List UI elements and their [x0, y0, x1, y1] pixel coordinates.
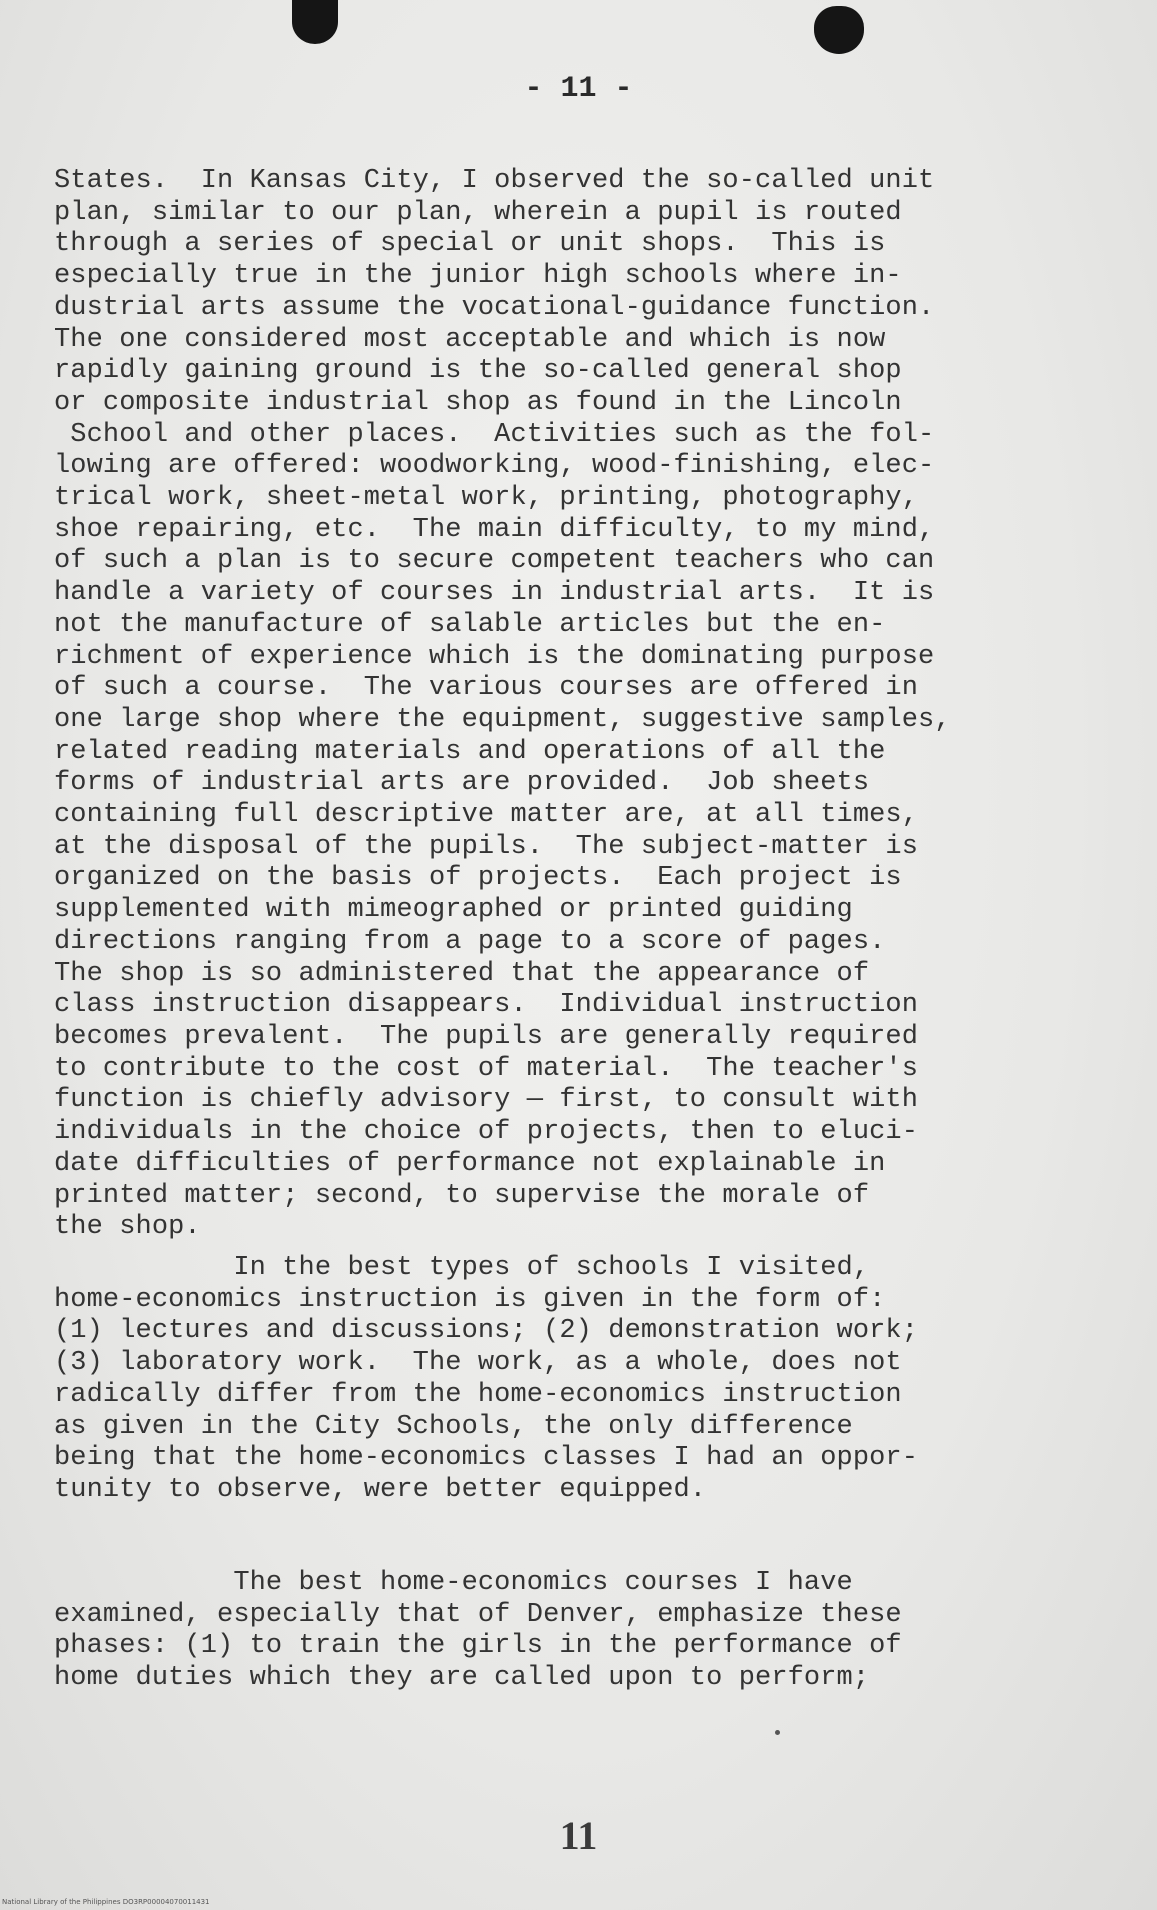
text-line: organized on the basis of projects. Each project is — [54, 863, 902, 894]
text-line: individuals in the choice of projects, then to eluci- — [54, 1117, 919, 1148]
text-line: richment of experience which is the dominating purpose — [54, 641, 935, 672]
page-number-footer: 11 — [559, 1813, 598, 1858]
text-line: one large shop where the equipment, suggestive samples, — [54, 704, 951, 735]
text-line: printed matter; second, to supervise the morale of — [54, 1180, 870, 1211]
text-line: forms of industrial arts are provided. Job sheets — [54, 768, 870, 799]
text-line: of such a plan is to secure competent teachers who can — [54, 546, 935, 577]
text-line: the shop. — [54, 1212, 201, 1243]
paragraph-home-economics-courses — [54, 1568, 902, 1695]
text-line: lowing are offered: woodworking, wood-finishing, elec- — [54, 451, 935, 482]
text-line: to contribute to the cost of material. The teacher's — [54, 1053, 919, 1084]
text-line: plan, similar to our plan, wherein a pupil is routed — [54, 197, 902, 228]
ink-speck — [775, 1730, 780, 1735]
text-line: becomes prevalent. The pupils are generally required — [54, 1021, 919, 1052]
punch-hole-right — [814, 6, 864, 54]
text-line: home duties which they are called upon to perform; — [54, 1663, 870, 1694]
text-line: containing full descriptive matter are, at all times, — [54, 800, 919, 831]
page-number-header: - 11 - — [524, 72, 633, 106]
text-line: tunity to observe, were better equipped. — [54, 1474, 707, 1505]
text-line: radically differ from the home-economics instruction — [54, 1379, 902, 1410]
text-line: trical work, sheet-metal work, printing, photography, — [54, 483, 919, 514]
text-line: The best home-economics courses I have — [54, 1568, 853, 1598]
text-line: through a series of special or unit shops. This is — [54, 229, 886, 260]
text-line: class instruction disappears. Individual instruction — [54, 990, 919, 1021]
text-line: The one considered most acceptable and which is now — [54, 324, 886, 355]
text-line: The shop is so administered that the appearance of — [54, 958, 870, 989]
punch-hole-left — [292, 0, 338, 44]
text-line: related reading materials and operations of all the — [54, 736, 886, 767]
text-line: as given in the City Schools, the only difference — [54, 1411, 853, 1442]
text-line: (3) laboratory work. The work, as a whole, does not — [54, 1348, 902, 1379]
text-line: (1) lectures and discussions; (2) demonstration work; — [54, 1316, 919, 1347]
text-line: of such a course. The various courses are offered in — [54, 673, 919, 704]
text-line: function is chiefly advisory — first, to consult with — [54, 1085, 919, 1116]
text-line: supplemented with mimeographed or printed guiding — [54, 895, 853, 926]
text-line: not the manufacture of salable articles but the en- — [54, 609, 886, 640]
text-line: States. In Kansas City, I observed the so-called unit — [54, 166, 935, 196]
text-line: examined, especially that of Denver, emphasize these — [54, 1599, 902, 1630]
text-line: shoe repairing, etc. The main difficulty, to my mind, — [54, 514, 935, 545]
text-line: or composite industrial shop as found in the Lincoln — [54, 387, 902, 418]
text-line: handle a variety of courses in industrial arts. It is — [54, 578, 935, 609]
text-line: In the best types of schools I visited, — [54, 1253, 870, 1283]
text-line: at the disposal of the pupils. The subject-matter is — [54, 831, 919, 862]
text-line: directions ranging from a page to a score of pages. — [54, 926, 886, 957]
scan-credit: National Library of the Philippines DO3RP00004070011431 — [2, 1898, 210, 1906]
text-line: School and other places. Activities such as the fol- — [54, 419, 935, 450]
text-line: date difficulties of performance not explainable in — [54, 1148, 886, 1179]
text-line: rapidly gaining ground is the so-called general shop — [54, 356, 902, 387]
text-line: being that the home-economics classes I had an oppor- — [54, 1443, 919, 1474]
text-line: phases: (1) to train the girls in the performance of — [54, 1631, 902, 1662]
paragraph-shop-plans — [54, 166, 951, 1244]
text-line: dustrial arts assume the vocational-guidance function. — [54, 292, 935, 323]
text-line: especially true in the junior high schools where in- — [54, 261, 902, 292]
paragraph-home-economics-instruction — [54, 1253, 918, 1507]
text-line: home-economics instruction is given in the form of: — [54, 1284, 886, 1315]
